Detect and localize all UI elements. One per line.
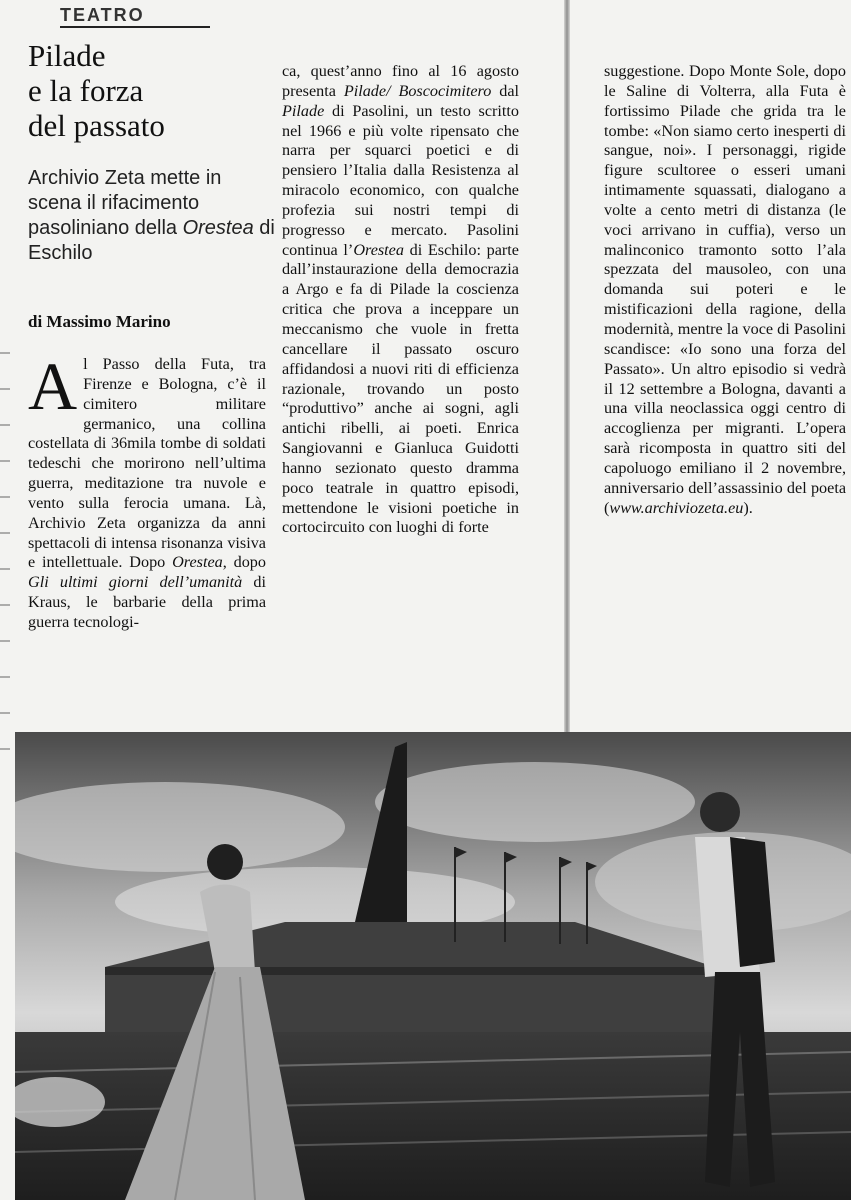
- col1-text-1: l Passo della Futa, tra Firenze e Bologna, c’è il cimitero militare germanico, una collina costellata di 36mila tombe di soldati tedeschi che morirono nell’ultima guerra, meditazione tra nuvole e vento sulla ferocia umana. Là, Archivio Zeta organizza da anni spettacoli di intensa risonanza visiva e intellettuale. Dopo: [28, 355, 266, 572]
- article-photo: [15, 732, 851, 1200]
- col2-text-2: dal: [491, 81, 519, 100]
- col2-text-1: ca, quest’anno fino al 16 agosto presenta: [282, 62, 519, 100]
- col2-italic-1: Pilade/ Boscocimitero: [343, 81, 492, 100]
- col2-text-4: di Eschilo: parte dall’instaurazione della democrazia a Argo e fa di Pilade la coscienza critica che prova a inceppare un meccanismo che vuole in fretta cancellare il passato oscuro affidandosi a nuovi riti di efficienza razionale, trovando un posto “produttivo” anche ai sogni, agli antichi ribelli, ai poeti. Enrica Sangiovanni e Gianluca Guidotti hanno sezionato questo dramma poco teatrale in quattro episodi, mettendone le visioni poetiche in cortocircuito con luoghi di forte: [282, 240, 519, 537]
- col1-text-3: di Kraus, le barbarie della prima guerra tecnologi-: [28, 573, 267, 631]
- article-column-1: [28, 348, 267, 633]
- subheadline: [28, 166, 278, 266]
- col2-italic-3: Orestea: [353, 240, 404, 259]
- col2-italic-2: Pilade: [282, 101, 325, 120]
- subhead-italic: Orestea: [182, 217, 254, 239]
- col1-italic-1: Orestea: [172, 553, 223, 572]
- adjacent-column-edge: [0, 330, 10, 750]
- headline-line-2: e la forza: [28, 73, 144, 108]
- col3-text-2: ).: [743, 498, 753, 517]
- photo-illustration: [15, 732, 851, 1200]
- byline: di Massimo Marino: [28, 312, 171, 331]
- headline-line-1: Pilade: [28, 38, 106, 73]
- article-column-3: [604, 62, 846, 518]
- headline-line-3: del passato: [28, 108, 165, 143]
- actress-head: [207, 844, 243, 880]
- col1-italic-2: Gli ultimi giorni dell’umanità: [28, 573, 243, 592]
- drop-cap: A: [28, 348, 78, 424]
- subhead-text-2: di Eschilo: [28, 217, 275, 264]
- article-column-2: [282, 62, 519, 538]
- col1-text-2: , dopo: [222, 553, 266, 572]
- cloud: [375, 762, 695, 842]
- col3-italic-link: www.archiviozeta.eu: [609, 498, 744, 517]
- col3-text-1: suggestione. Dopo Monte Sole, dopo le Saline di Volterra, alla Futa è fortissimo Pilade che grida tra le tombe: «Non siamo certo inesperti di sangue, noi». I personaggi, rigide figure scultoree o esseri umani intimamente squassati, dialogano a volte a cento metri di distanza (le voci arrivano in cuffia), verso un malinconico tramonto sotto l’ala spezzata del mausoleo, con una domanda sui poteri e le mistificazioni della ragione, della modernità, mentre la voce di Pasolini scandisce: «Io sono una forza del Passato». Un altro episodio si vedrà il 12 settembre a Bologna, davanti a una villa neoclassica oggi centro di accoglienza per migranti. L’opera sarà ricomposta in quattro siti del capoluogo emiliano il 2 novembre, anniversario dell’assassinio del poeta (: [604, 62, 846, 517]
- col2-text-3: di Pasolini, un testo scritto nel 1966 e più volte ripensato che narra per squarci poetici e di pensiero l’Italia dalla Resistenza al miracolo economico, con qualche profezia sui nostri tempi di progresso e mercato. Pasolini continua l’: [282, 101, 519, 259]
- actor-head: [700, 792, 740, 832]
- section-label: TEATRO: [60, 4, 210, 28]
- subhead-text-1: Archivio Zeta mette in scena il rifacimento pasoliniano della: [28, 167, 222, 239]
- headline: [28, 38, 268, 143]
